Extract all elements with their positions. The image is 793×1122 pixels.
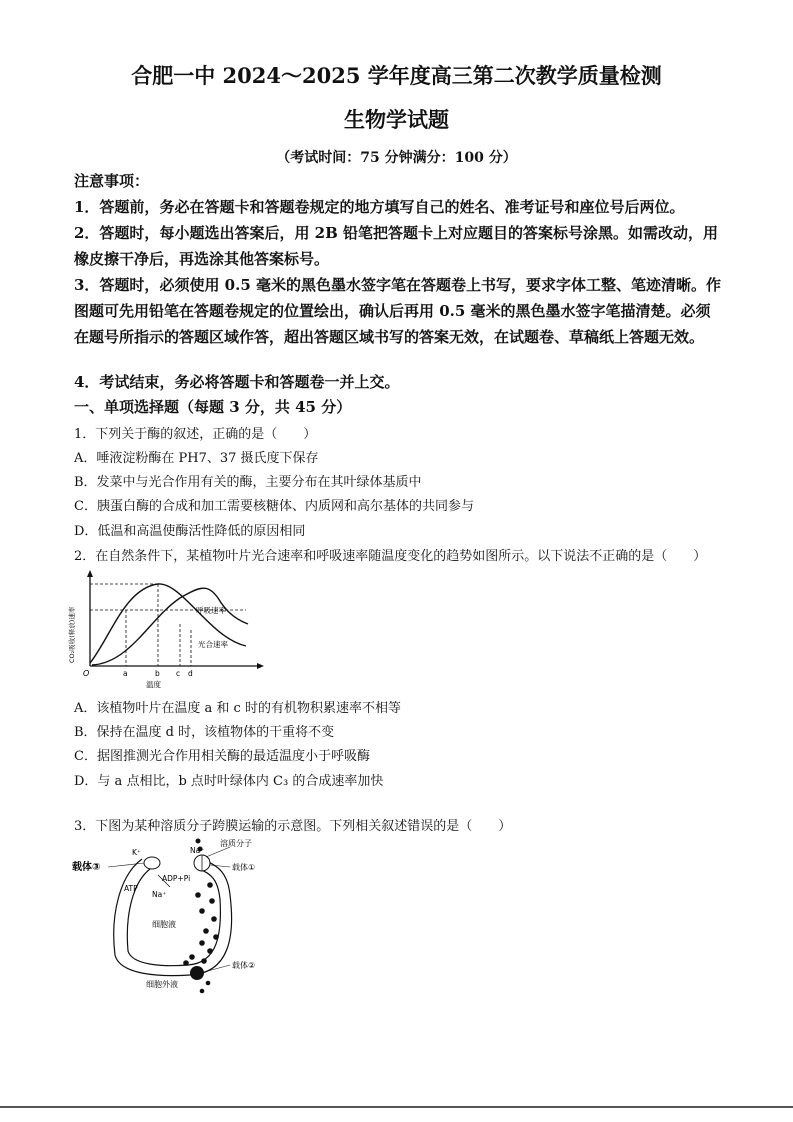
carrier2-label: 载体② [232, 961, 256, 970]
q2-stem: 2．在自然条件下，某植物叶片光合速率和呼吸速率随温度变化的趋势如图所示。以下说法不正确的是（ ） [74, 549, 707, 564]
paper-title: 合肥一中 2024～2025 学年度高三第二次教学质量检测 [131, 63, 662, 88]
extracellular-label: 细胞外液 [146, 980, 178, 989]
q1-option-c: C．胰蛋白酶的合成和加工需要核糖体、内质网和高尔基体的共同参与 [74, 499, 474, 514]
q1-option-d: D．低温和高温使酶活性降低的原因相同 [74, 524, 306, 539]
carrier1-pointer [210, 865, 230, 867]
carrier2-shape [190, 966, 204, 980]
carrier3-label: 载体③ [72, 862, 101, 873]
q2-option-a: A．该植物叶片在温度 a 和 c 时的有机物积累速率不相等 [74, 701, 401, 716]
exam-info: （考试时间：75 分钟满分：100 分） [276, 150, 517, 166]
carrier3-pointer [108, 863, 144, 867]
solute-pointer [206, 847, 230, 857]
notice-item-3: 3．答题时，必须使用 0.5 毫米的黑色墨水签字笔在答题卷上书写，要求字体工整、笔迹清晰。作图题可先用铅笔在答题卷规定的位置绘出，确认后再用 0.5 毫米的黑色墨水签字笔描清楚。必须在题号所指示的答题区域作答，超出答题区域书写的答案无效，在试题卷、草稿纸上答题无效。 [74, 276, 721, 346]
notice-item-4: 4．考试结束，务必将答题卡和答题卷一并上交。 [74, 373, 400, 391]
membrane-inner [127, 869, 220, 966]
x-axis-label: 温度 [146, 680, 161, 689]
photosynthesis-curve [90, 584, 246, 663]
q3-stem: 3．下图为某种溶质分子跨膜运输的示意图。下列相关叙述错误的是（ ） [74, 819, 512, 834]
q2-option-c: C．据图推测光合作用相关酶的最适温度小于呼吸酶 [74, 749, 370, 764]
na-ion-left-label: Na⁺ [152, 890, 167, 899]
tick-d: d [188, 669, 193, 678]
carrier1-label: 载体① [232, 863, 256, 872]
q2-temperature-chart [70, 568, 270, 690]
origin-label: O [83, 669, 90, 678]
tick-b: b [155, 669, 160, 678]
carrier2-pointer [204, 965, 230, 972]
na-ion-top-label: Na⁺ [190, 846, 205, 855]
notice-item-2: 2．答题时，每小题选出答案后，用 2B 铅笔把答题卡上对应题目的答案标号涂黑。如需改动，用橡皮擦干净后，再选涂其他答案标号。 [74, 224, 719, 268]
y-axis-label: CO₂吸收(释放)速率 [68, 606, 76, 663]
adp-label: ADP+Pi [162, 874, 191, 883]
tick-c: c [176, 669, 181, 678]
tick-a: a [123, 669, 128, 678]
notice-item-1: 1．答题前，务必在答题卡和答题卷规定的地方填写自己的姓名、准考证号和座位号后两位。 [74, 198, 685, 216]
respiration-label: 呼吸速率 [196, 606, 226, 615]
section-heading: 一、单项选择题（每题 3 分，共 45 分） [74, 398, 352, 416]
photosynthesis-label: 光合速率 [198, 640, 228, 649]
paper-subtitle: 生物学试题 [344, 107, 449, 132]
atp-label: ATP [124, 884, 138, 893]
solute-label: 溶质分子 [220, 839, 252, 848]
q1-option-b: B．发菜中与光合作用有关的酶，主要分布在其叶绿体基质中 [74, 475, 422, 490]
y-axis-arrow [87, 570, 93, 577]
x-axis-arrow [257, 663, 264, 669]
q2-option-d: D．与 a 点相比，b 点时叶绿体内 C₃ 的合成速率加快 [74, 774, 384, 789]
cytoplasm-label: 细胞液 [152, 920, 176, 929]
q3-membrane-transport-diagram [70, 835, 280, 1000]
page-bottom-rule [0, 1106, 793, 1108]
q2-option-b: B．保持在温度 d 时，该植物体的干重将不变 [74, 725, 335, 740]
notice-heading: 注意事项： [74, 172, 150, 190]
carrier3-shape [144, 857, 160, 869]
k-ion-label: K⁺ [132, 848, 141, 857]
q1-stem: 1．下列关于酶的叙述，正确的是（ ） [74, 427, 317, 442]
q1-option-a: A．唾液淀粉酶在 PH7、37 摄氏度下保存 [74, 451, 319, 466]
respiration-curve [92, 588, 248, 665]
